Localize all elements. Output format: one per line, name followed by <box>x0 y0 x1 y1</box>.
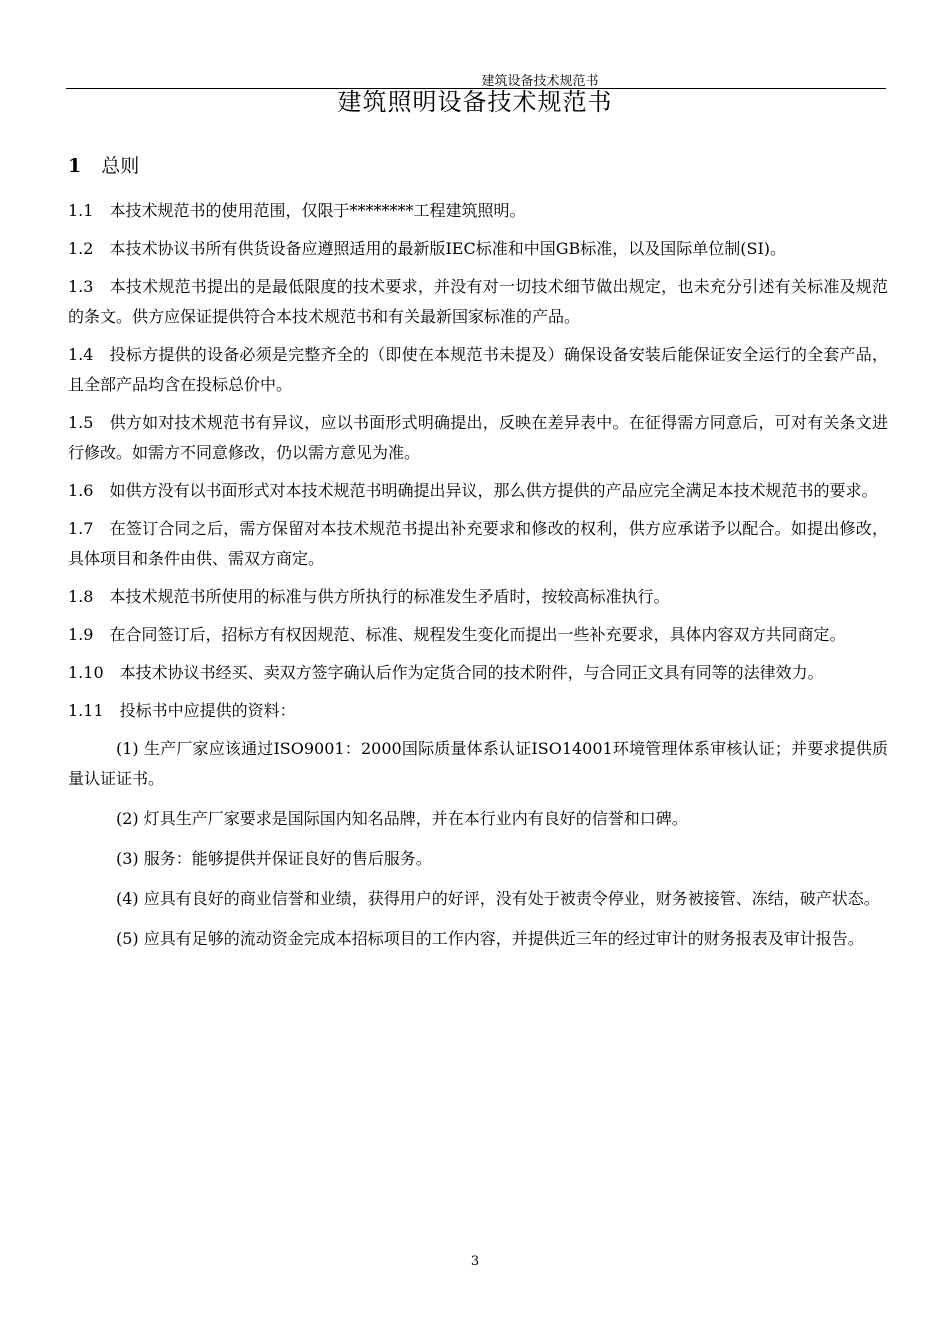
clause-text: 本技术规范书的使用范围，仅限于********工程建筑照明。 <box>109 201 526 220</box>
clause-number: 1.2 <box>68 239 94 258</box>
clause-1-8 <box>68 582 888 612</box>
clause-1-9 <box>68 620 888 650</box>
clause-1-3 <box>68 272 888 332</box>
running-header: 建筑设备技术规范书 <box>481 74 599 89</box>
clause-1-5 <box>68 408 888 468</box>
section-number: 1 <box>68 155 82 177</box>
clause-text: 投标书中应提供的资料： <box>119 701 296 720</box>
clause-text: 本技术协议书所有供货设备应遵照适用的最新版IEC标准和中国GB标准，以及国际单位制(SI)。 <box>109 239 787 258</box>
clause-1-10 <box>68 658 888 688</box>
clause-1-7 <box>68 514 888 574</box>
requirement-item: (5) 应具有足够的流动资金完成本招标项目的工作内容，并提供近三年的经过审计的财务报表及审计报告。 <box>116 929 864 948</box>
requirement-item: (2) 灯具生产厂家要求是国际国内知名品牌，并在本行业内有良好的信誉和口碑。 <box>116 809 688 828</box>
page-number: 3 <box>470 1254 480 1269</box>
clause-number: 1.8 <box>68 587 94 606</box>
clause-number: 1.1 <box>68 201 94 220</box>
document-body <box>68 196 888 964</box>
clause-number: 1.5 <box>68 413 94 432</box>
clause-number: 1.11 <box>68 701 104 720</box>
clause-number: 1.6 <box>68 481 94 500</box>
clause-number: 1.7 <box>68 519 94 538</box>
requirement-item: (3) 服务：能够提供并保证良好的售后服务。 <box>116 849 432 868</box>
clause-text: 在签订合同之后，需方保留对本技术规范书提出补充要求和修改的权利，供方应承诺予以配合。如提出修改，具体项目和条件由供、需双方商定。 <box>68 519 888 568</box>
clause-number: 1.4 <box>68 345 94 364</box>
section-title: 总则 <box>101 155 140 177</box>
clause-1-1 <box>68 196 888 226</box>
section-heading <box>68 152 139 180</box>
clause-1-6 <box>68 476 888 506</box>
clause-text: 投标方提供的设备必须是完整齐全的（即使在本规范书未提及）确保设备安装后能保证安全运行的全套产品，且全部产品均含在投标总价中。 <box>68 345 888 394</box>
clause-1-11 <box>68 696 888 726</box>
clause-text: 在合同签订后，招标方有权因规范、标准、规程发生变化而提出一些补充要求，具体内容双方共同商定。 <box>109 625 846 644</box>
document-title: 建筑照明设备技术规范书 <box>337 88 613 116</box>
clause-1-4 <box>68 340 888 400</box>
clause-text: 本技术规范书提出的是最低限度的技术要求，并没有对一切技术细节做出规定，也未充分引述有关标准及规范的条文。供方应保证提供符合本技术规范书和有关最新国家标准的产品。 <box>68 277 888 326</box>
clause-number: 1.3 <box>68 277 94 296</box>
clause-text: 如供方没有以书面形式对本技术规范书明确提出异议，那么供方提供的产品应完全满足本技术规范书的要求。 <box>109 481 878 500</box>
clause-text: 本技术协议书经买、卖双方签字确认后作为定货合同的技术附件，与合同正文具有同等的法律效力。 <box>119 663 824 682</box>
requirement-item: (4) 应具有良好的商业信誉和业绩，获得用户的好评，没有处于被责令停业，财务被接管、冻结，破产状态。 <box>116 889 880 908</box>
clause-number: 1.9 <box>68 625 94 644</box>
requirement-item: (1) 生产厂家应该通过ISO9001：2000国际质量体系认证ISO14001环境管理体系审核认证；并要求提供质量认证证书。 <box>68 739 888 788</box>
clause-text: 本技术规范书所使用的标准与供方所执行的标准发生矛盾时，按较高标准执行。 <box>109 587 670 606</box>
clause-number: 1.10 <box>68 663 104 682</box>
clause-text: 供方如对技术规范书有异议，应以书面形式明确提出，反映在差异表中。在征得需方同意后，可对有关条文进行修改。如需方不同意修改，仍以需方意见为准。 <box>68 413 888 462</box>
clause-1-2 <box>68 234 888 264</box>
